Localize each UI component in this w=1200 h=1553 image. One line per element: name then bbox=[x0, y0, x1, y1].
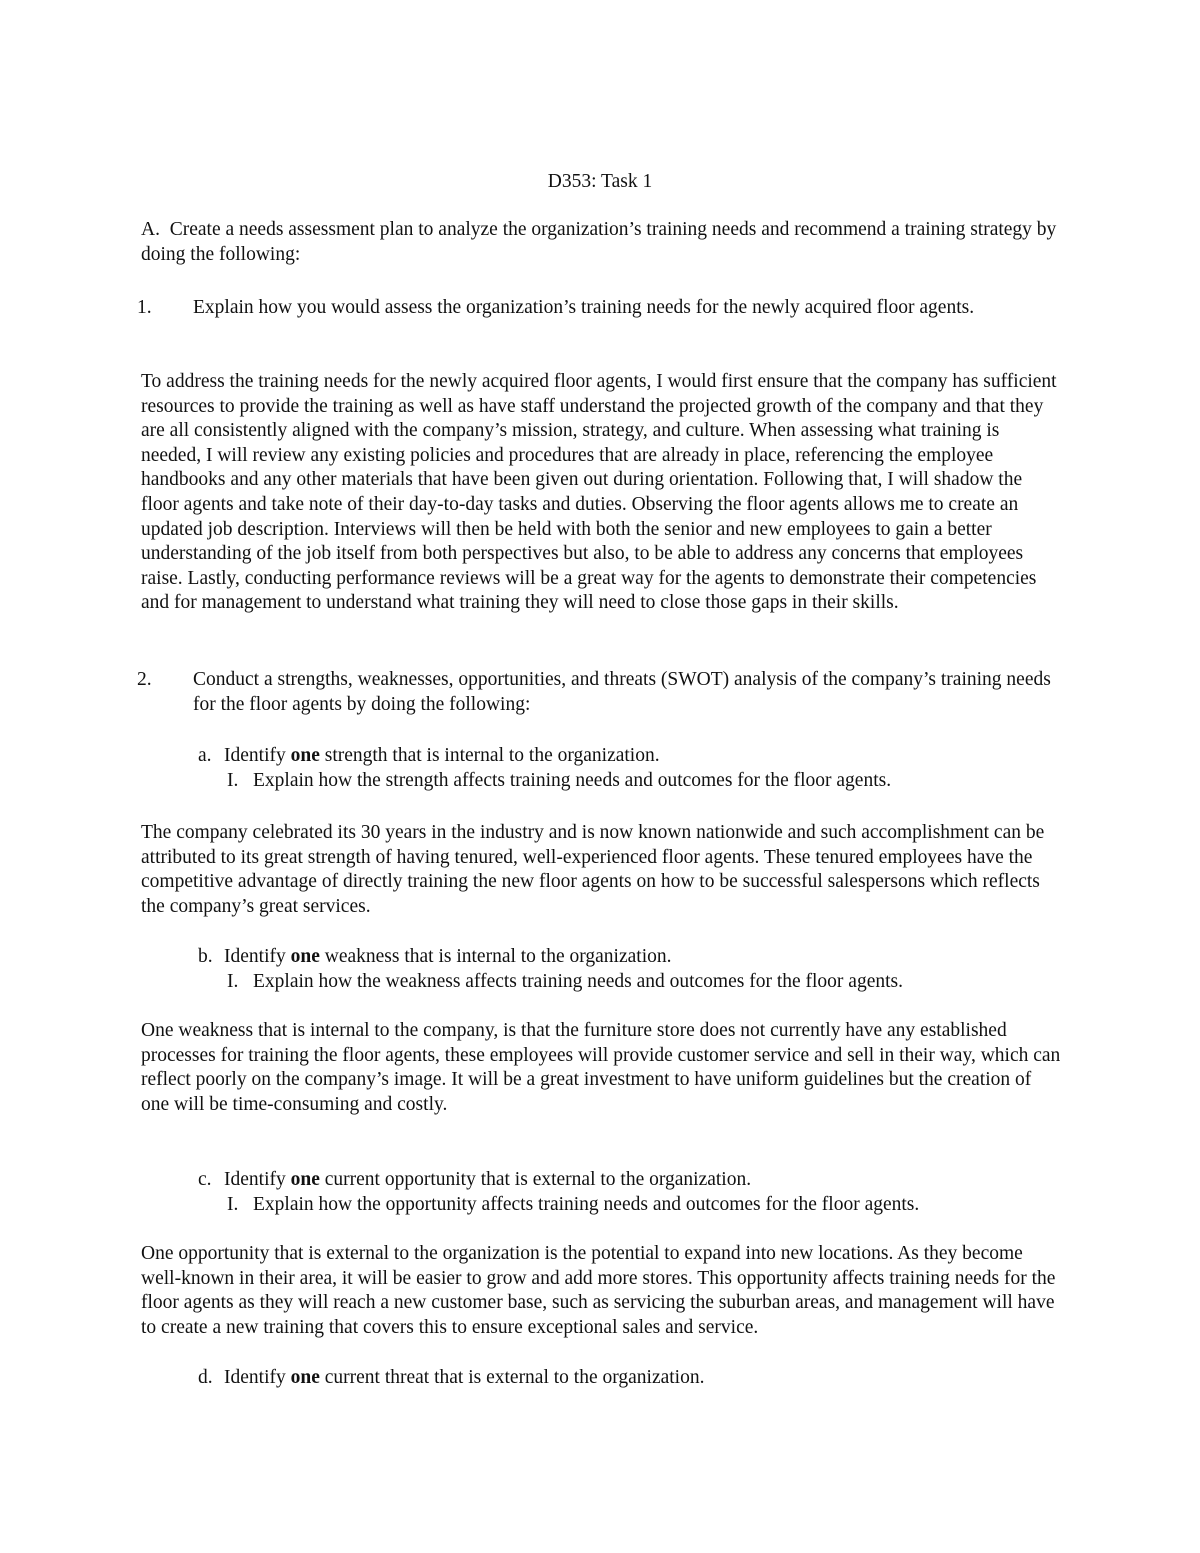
question-2b bbox=[198, 945, 1058, 970]
question-2c-emphasis: one bbox=[290, 1169, 320, 1190]
question-2c-sub-text: Explain how the opportunity affects training needs and outcomes for the floor agents. bbox=[253, 1194, 920, 1215]
question-2b-emphasis: one bbox=[290, 946, 320, 967]
question-2d-post: current threat that is external to the organization. bbox=[319, 1367, 705, 1388]
question-2d bbox=[198, 1366, 1058, 1391]
question-2a-post: strength that is internal to the organization. bbox=[319, 745, 660, 766]
question-2a-sub bbox=[227, 769, 1067, 794]
question-2a-pre: Identify bbox=[224, 745, 291, 766]
question-2d-emphasis: one bbox=[290, 1367, 320, 1388]
answer-2b-paragraph: One weakness that is internal to the company, is that the furniture store does not currently have any established processes for training the floor agents, these employees will provide customer service and sell in their way, which can reflect poorly on the company’s image. It will be a great investment to have uniform guidelines but the creation of one will be time-consuming and costly. bbox=[141, 1020, 1061, 1115]
question-2d-pre: Identify bbox=[224, 1367, 291, 1388]
question-2a-letter: a. bbox=[198, 745, 212, 766]
question-2 bbox=[137, 668, 1073, 717]
question-2c-sub-number: I. bbox=[227, 1194, 239, 1215]
question-2b-sub-text: Explain how the weakness affects training needs and outcomes for the floor agents. bbox=[253, 971, 903, 992]
question-2b-pre: Identify bbox=[224, 946, 291, 967]
question-2c-sub bbox=[227, 1193, 1067, 1218]
question-2b-sub-number: I. bbox=[227, 971, 239, 992]
question-2d-letter: d. bbox=[198, 1367, 213, 1388]
question-2c-letter: c. bbox=[198, 1169, 212, 1190]
question-2c-post: current opportunity that is external to the organization. bbox=[319, 1169, 752, 1190]
question-1-text: Explain how you would assess the organization’s training needs for the newly acquired floor agents. bbox=[193, 297, 975, 318]
question-2c bbox=[198, 1168, 1058, 1193]
question-2b-post: weakness that is internal to the organization. bbox=[319, 946, 672, 967]
question-2b-letter: b. bbox=[198, 946, 213, 967]
section-a-text: Create a needs assessment plan to analyze the organization’s training needs and recommend a training strategy by doing the following: bbox=[141, 219, 1057, 265]
document-title: D353: Task 1 bbox=[547, 171, 653, 192]
section-a-label: A. bbox=[141, 219, 160, 240]
question-2a bbox=[198, 744, 1058, 769]
question-2-text: Conduct a strengths, weaknesses, opportunities, and threats (SWOT) analysis of the company’s training needs for the floor agents by doing the following: bbox=[193, 669, 1051, 715]
section-a-instruction bbox=[141, 218, 1061, 267]
question-1 bbox=[137, 296, 1073, 321]
question-2a-sub-text: Explain how the strength affects training needs and outcomes for the floor agents. bbox=[253, 770, 892, 791]
question-1-number: 1. bbox=[137, 297, 152, 318]
question-2a-emphasis: one bbox=[290, 745, 320, 766]
question-2a-sub-number: I. bbox=[227, 770, 239, 791]
question-2c-pre: Identify bbox=[224, 1169, 291, 1190]
question-2b-sub bbox=[227, 970, 1067, 995]
answer-1-paragraph: To address the training needs for the newly acquired floor agents, I would first ensure that the company has sufficient resources to provide the training as well as have staff understand the projected growth of the company and that they are all consistently aligned with the company’s mission, strategy, and culture. When assessing what training is needed, I will review any existing policies and procedures that are already in place, referencing the employee handbooks and any other materials that have been given out during orientation. Following that, I will shadow the floor agents and take note of their day-to-day tasks and duties. Observing the floor agents allows me to create an updated job description. Interviews will then be held with both the senior and new employees to gain a better understanding of the job itself from both perspectives but also, to be able to address any concerns that employees raise. Lastly, conducting performance reviews will be a great way for the agents to demonstrate their competencies and for management to understand what training they will need to close those gaps in their skills. bbox=[141, 371, 1057, 614]
question-2-number: 2. bbox=[137, 669, 152, 690]
answer-2c-paragraph: One opportunity that is external to the organization is the potential to expand into new locations. As they become well-known in their area, it will be easier to grow and add more stores. This opportunity affects training needs for the floor agents as they will reach a new customer base, such as servicing the suburban areas, and management will have to create a new training that covers this to ensure exceptional sales and service. bbox=[141, 1243, 1056, 1338]
answer-2a-paragraph: The company celebrated its 30 years in the industry and is now known nationwide and such accomplishment can be attributed to its great strength of having tenured, well-experienced floor agents. These tenured employees have the competitive advantage of directly training the new floor agents on how to be successful salespersons which reflects the company’s great services. bbox=[141, 822, 1045, 917]
